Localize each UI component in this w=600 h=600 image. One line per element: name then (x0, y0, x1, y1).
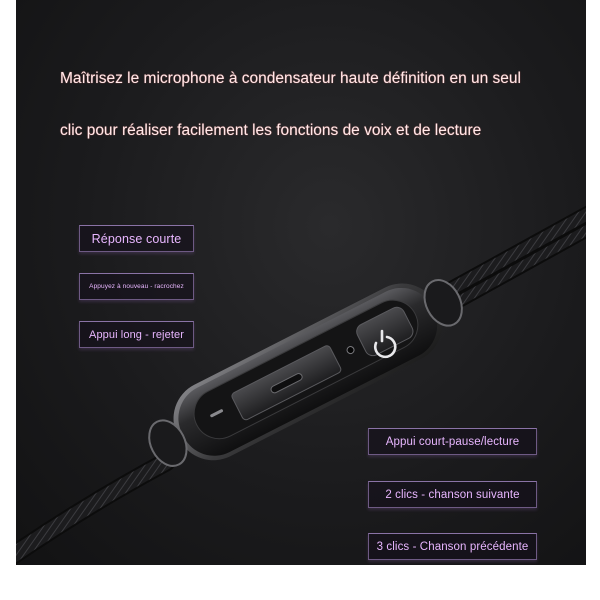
product-scene (16, 0, 586, 565)
feature-three-clicks-previous: 3 clics - Chanson précédente (368, 533, 537, 560)
feature-short-press-play: Appui court-pause/lecture (368, 428, 537, 455)
feature-double-press-redial: Appuyez à nouveau - racrochez (79, 273, 194, 300)
cable-bottom (16, 462, 166, 560)
headline-line-2: clic pour réaliser facilement les fonctions de voix et de lecture (60, 122, 482, 139)
headline-line-1: Maîtrisez le microphone à condensateur haute définition en un seul (60, 70, 521, 87)
feature-short-press-answer: Réponse courte (79, 225, 194, 252)
cable-top (446, 212, 586, 300)
feature-two-clicks-next: 2 clics - chanson suivante (368, 481, 537, 508)
feature-long-press-reject: Appui long - rejeter (79, 321, 194, 348)
